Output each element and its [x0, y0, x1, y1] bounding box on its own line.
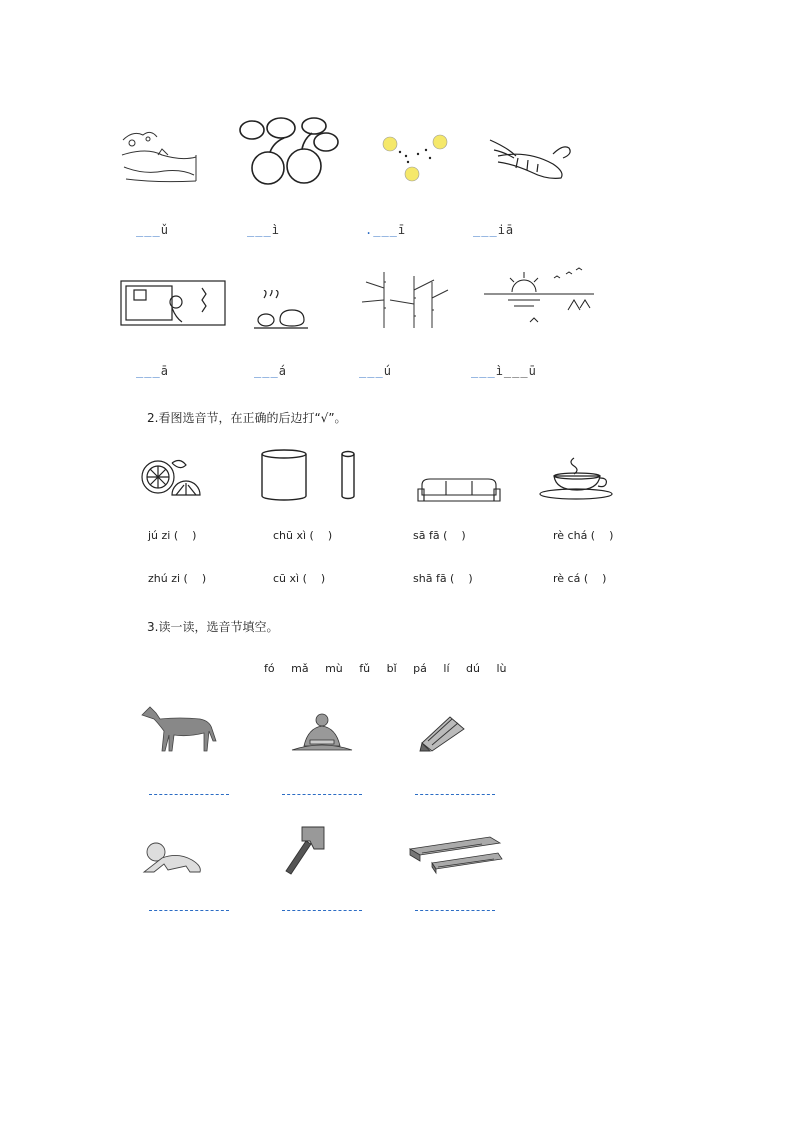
chicks-icon [378, 130, 454, 186]
section2-title: 2.看图选音节，在正确的后边打“√”。 [147, 411, 347, 425]
syllable: fǔ [359, 662, 371, 675]
buddha-icon [288, 712, 356, 752]
syllable: lù [496, 662, 507, 675]
blank-2-1[interactable]: ___ā [136, 364, 169, 378]
shrimp-icon [488, 136, 574, 180]
answer-line[interactable] [282, 910, 362, 911]
section3-title: 3.读一读，选音节填空。 [147, 620, 279, 634]
option-re-ca[interactable]: rè cá ( ) [553, 572, 607, 585]
cylinder-icon [258, 448, 358, 502]
syllable: bǐ [386, 662, 397, 675]
blank-2-4[interactable]: ___ì___ū [471, 364, 537, 378]
answer-line[interactable] [415, 910, 495, 911]
window-girl-icon [120, 280, 226, 326]
blank-1-1[interactable]: ___ǔ [136, 223, 169, 237]
option-re-cha[interactable]: rè chá ( ) [553, 529, 614, 542]
blank-1-4[interactable]: ___iā [473, 223, 515, 237]
syllable: pá [413, 662, 427, 675]
option-zhu-zi[interactable]: zhú zi ( ) [148, 572, 207, 585]
answer-line[interactable] [149, 910, 229, 911]
syllable: lí [443, 662, 450, 675]
syllable: mǎ [291, 662, 309, 675]
apple-tree-icon [236, 114, 340, 188]
answer-line[interactable] [149, 794, 229, 795]
option-sha-fa[interactable]: shā fā ( ) [413, 572, 473, 585]
orange-slices-icon [138, 455, 202, 501]
crawling-baby-icon [138, 840, 206, 874]
sofa-icon [416, 477, 502, 503]
blank-1-3[interactable]: .___ī [365, 223, 407, 237]
wood-planks-icon [408, 835, 504, 875]
option-ju-zi[interactable]: jú zi ( ) [148, 529, 197, 542]
pencil-icon [418, 715, 470, 753]
syllable: mù [325, 662, 343, 675]
bamboo-icon [354, 268, 454, 330]
blank-2-3[interactable]: ___ú [359, 364, 392, 378]
option-cu-xi[interactable]: cū xì ( ) [273, 572, 326, 585]
syllable-bank [264, 662, 520, 675]
tea-cup-icon [536, 456, 616, 502]
blank-1-2[interactable]: ___ì [247, 223, 280, 237]
bathing-child-icon [118, 125, 200, 187]
horse-icon [138, 705, 218, 753]
syllable: dú [466, 662, 480, 675]
answer-line[interactable] [282, 794, 362, 795]
sunset-sea-icon [484, 266, 596, 330]
syllable: fó [264, 662, 275, 675]
blank-2-2[interactable]: ___á [254, 364, 287, 378]
teapot-icon [252, 290, 310, 330]
option-chu-xi[interactable]: chū xì ( ) [273, 529, 333, 542]
axe-icon [282, 825, 328, 875]
option-sa-fa[interactable]: sā fā ( ) [413, 529, 466, 542]
answer-line[interactable] [415, 794, 495, 795]
